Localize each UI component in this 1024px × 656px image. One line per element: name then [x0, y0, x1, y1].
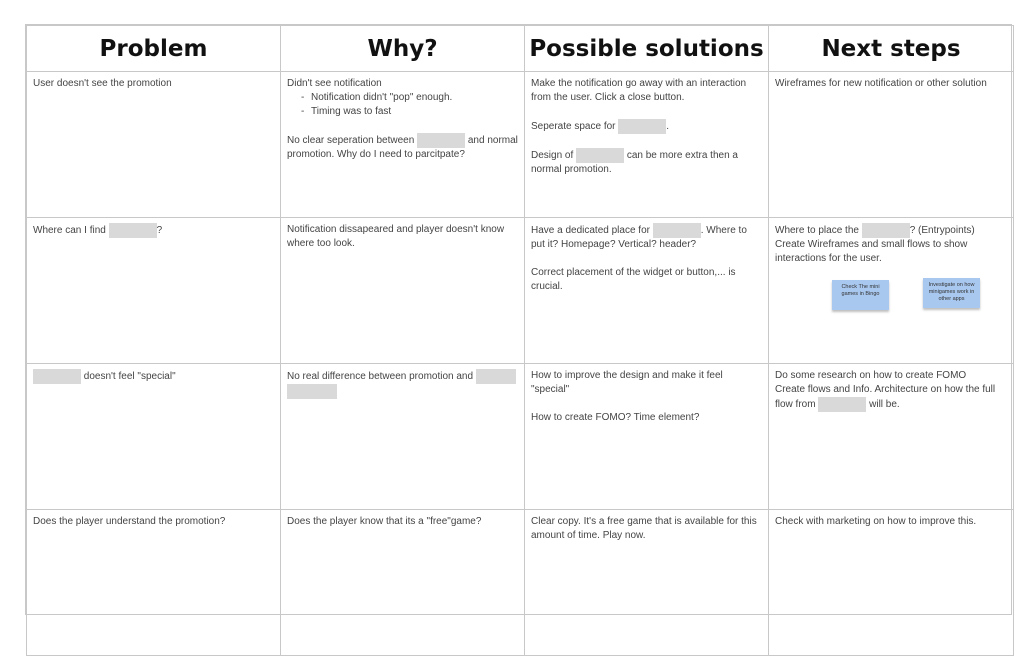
- cell-solutions: [525, 72, 769, 218]
- cell-why: [281, 364, 525, 510]
- cell-text: No clear seperation between: [287, 135, 415, 147]
- cell-why: [281, 510, 525, 656]
- bullet-list: [287, 91, 518, 119]
- list-item: - Timing was to fast: [311, 105, 518, 119]
- cell-text: Create flows and Info. Architecture on how the full flow from: [775, 384, 996, 411]
- cell-text: ? (Entrypoints): [909, 225, 975, 237]
- cell-paragraph: Correct placement of the widget or button,... is crucial.: [531, 267, 736, 293]
- cell-paragraph: [775, 383, 1007, 412]
- redacted-block: [618, 119, 666, 134]
- cell-text: Check with marketing on how to improve this.: [775, 516, 977, 527]
- cell-next-steps: [769, 218, 1014, 364]
- cell-next-steps: [769, 72, 1014, 218]
- cell-text: Seperate space for: [531, 121, 616, 133]
- table-row: [27, 218, 1014, 364]
- cell-text: will be.: [869, 399, 900, 411]
- cell-paragraph: [775, 223, 1007, 238]
- cell-paragraph: Make the notification go away with an interaction from the user. Click a close button.: [531, 78, 747, 103]
- redacted-block: [818, 397, 866, 412]
- list-item: - Notification didn't "pop" enough.: [311, 91, 518, 105]
- cell-text: Wireframes for new notification or other solution: [775, 78, 987, 89]
- sticky-notes: [775, 266, 1007, 326]
- cell-paragraph: [287, 133, 518, 162]
- cell-paragraph: [531, 119, 762, 134]
- cell-problem: [27, 72, 281, 218]
- cell-problem: [27, 364, 281, 510]
- cell-paragraph: How to create FOMO? Time element?: [531, 412, 700, 423]
- cell-paragraph: [531, 223, 762, 252]
- cell-text: ?: [156, 225, 163, 237]
- cell-text: No real difference between promotion and: [287, 371, 474, 383]
- cell-text: Does the player know that its a "free"game?: [287, 516, 482, 527]
- cell-text: Where can I find: [33, 225, 106, 237]
- sticky-note[interactable]: Check The mini games in Bingo: [832, 280, 889, 310]
- cell-solutions: [525, 510, 769, 656]
- cell-text: . Where to put it? Homepage? Vertical? header?: [531, 225, 747, 251]
- cell-text: Have a dedicated place for: [531, 225, 650, 237]
- header-next-steps: Next steps: [769, 26, 1014, 72]
- header-why: Why?: [281, 26, 525, 72]
- table-row: [27, 364, 1014, 510]
- cell-why: [281, 72, 525, 218]
- cell-next-steps: [769, 510, 1014, 656]
- cell-text: can be more extra then a normal promotion.: [531, 150, 738, 176]
- redacted-block: [653, 223, 701, 238]
- cell-text: .: [666, 121, 670, 133]
- redacted-block: [862, 223, 910, 238]
- sticky-note[interactable]: Investigate on how minigames work in other apps: [923, 278, 980, 308]
- table-row: [27, 72, 1014, 218]
- redacted-block: [576, 148, 624, 163]
- table-row: [27, 510, 1014, 656]
- cell-text: User doesn't see the promotion: [33, 78, 172, 89]
- cell-problem: [27, 510, 281, 656]
- redacted-block: [109, 223, 157, 238]
- cell-text: Does the player understand the promotion?: [33, 516, 226, 527]
- redacted-block: [417, 133, 465, 148]
- cell-solutions: [525, 364, 769, 510]
- redacted-block: [33, 369, 81, 384]
- cell-text: and normal promotion. Why do I need to parcitpate?: [287, 135, 518, 161]
- cell-problem: [27, 218, 281, 364]
- cell-paragraph: How to improve the design and make it feel "special": [531, 370, 723, 395]
- problem-board: [25, 24, 1012, 615]
- cell-text: Design of: [531, 150, 574, 162]
- cell-text: Where to place the: [775, 225, 859, 237]
- cell-text: doesn't feel "special": [83, 371, 176, 383]
- header-possible-solutions: Possible solutions: [525, 26, 769, 72]
- header-row: [27, 26, 1014, 72]
- redacted-block: [476, 369, 516, 384]
- cell-paragraph: [531, 148, 762, 177]
- redacted-block: [287, 384, 337, 399]
- cell-text: Notification dissapeared and player doesn't know where too look.: [287, 224, 505, 249]
- problem-table: [26, 25, 1014, 656]
- header-problem: Problem: [27, 26, 281, 72]
- cell-text: Didn't see notification: [287, 78, 382, 89]
- cell-why: [281, 218, 525, 364]
- cell-next-steps: [769, 364, 1014, 510]
- cell-text: Clear copy. It's a free game that is available for this amount of time. Play now.: [531, 516, 757, 541]
- cell-solutions: [525, 218, 769, 364]
- cell-paragraph: Do some research on how to create FOMO: [775, 370, 967, 381]
- cell-paragraph: Create Wireframes and small flows to show interactions for the user.: [775, 239, 968, 265]
